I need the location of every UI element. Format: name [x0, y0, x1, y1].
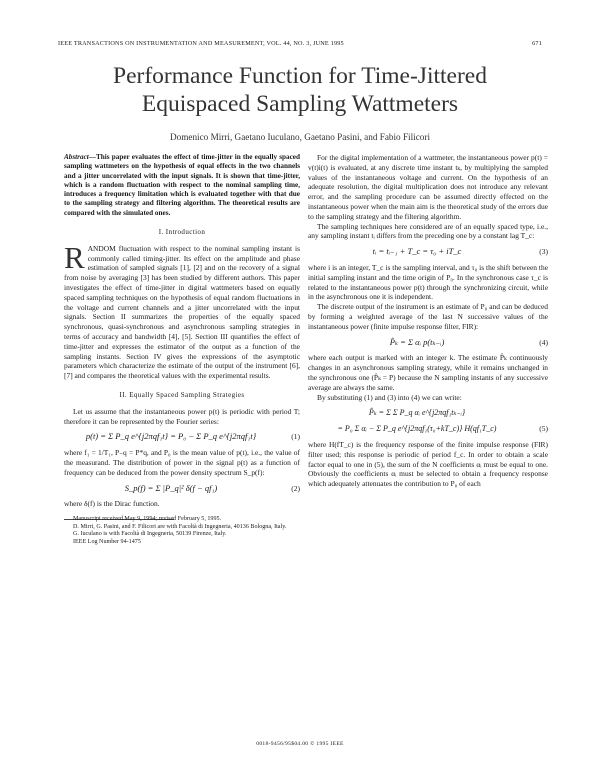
right-paragraph-7: where H(fT_c) is the frequency response of the finite impulse response (FIR) filter used; this response is periodic of period f_c. In order to obtain a scale factor equal to one in (5), the sum of the N coefficients αᵢ must be equal to one. Obviously the coefficients αᵢ must be selected to obtain a frequency response which adequately attenuates the contribution to P₀ of each	[308, 439, 548, 489]
right-paragraph-1: For the digital implementation of a wattmeter, the instantaneous power p(t) = v(t)i(t) is evaluated, at any discrete time instant tₖ, by multiplying the sampled values of the instantaneous voltage and current. On the hypothesis of an adequate resolution, the digital multiplication does not introduce any relevant error, and the sampling procedure can be assumed directly effected on the instantaneous power when the main aim is the theoretical study of the errors due to the sampling strategy and the filtering algorithm.	[308, 153, 548, 221]
equation-5a	[308, 408, 548, 418]
paper-title-line-2: Equispaced Sampling Wattmeters	[141, 91, 459, 117]
right-paragraph-3: where i is an integer, T_c is the sampling interval, and τ₀ is the shift between the initial sampling instant and the time origin of P₀. In the synchronous case τ_c is related to the instantaneous power p(t) through the synchronizing circuit, while in the asynchronous one it is independent.	[308, 262, 548, 302]
section-1-heading: I. Introduction	[158, 228, 206, 237]
equation-2-expr: S_p(f) = Σ |P_q|² δ(f − qf₁)	[124, 482, 218, 493]
authors: Domenico Mirri, Gaetano Iuculano, Gaetano Pasini, and Fabio Filicori	[170, 132, 430, 142]
abstract-text: This paper evaluates the effect of time-jitter in the equally spaced sampling wattmeters on the hypothesis of equal effects in the two channels and a jitter uncorrelated with the input signals. It is shown that time-jitter, which is a random fluctuation with respect to the nominal sampling time, introduces a frequency limitation which is evaluated together with that due to the sampling strategy and filtering algorithm. The theoretical results are compared with the simulated ones.	[64, 153, 300, 217]
drop-cap: R	[64, 239, 85, 275]
equation-5a-expr: P̂ₖ = Σ Σ P_q αᵢ e^{j2πqf₁tₖ₋ᵢ}	[368, 408, 466, 418]
equation-2-number: (2)	[291, 483, 300, 493]
equation-1-expr: p(t) = Σ P_q e^{j2πqf₁t} = P₀ − Σ P_q e^{j2πqf₁t}	[85, 431, 257, 442]
equation-1-number: (1)	[291, 432, 300, 442]
section-2-paragraph-2: where f₁ = 1/T₁, P₋q = P*q, and P₀ is the mean value of p(t), i.e., the value of the measurand. The distribution of power in the signal p(t) as a function of frequency can be deduced from the power density spectrum S_p(f):	[64, 448, 300, 477]
equation-5-number: (5)	[539, 424, 548, 434]
title-block	[58, 62, 542, 142]
equation-4-expr: P̂ₖ = Σ αᵢ p(tₖ₋ᵢ)	[389, 336, 445, 347]
equation-4	[308, 338, 548, 348]
footnote-line-1: Manuscript received May 9, 1994; revised February 5, 1995.	[73, 516, 222, 523]
intro-text: ANDOM fluctuation with respect to the nominal sampling instant is commonly called timing-jitter. Its effect on the amplitude and phase estimation of sampled signals [1], [2] and on the recovery of a signal from noise by averaging [3] has been studied by different authors. This paper investigates the effect of time-jitter in digital wattmeters based on equally spaced sampling techniques on the hypothesis of equal random fluctuations in the voltage and current channels and a jitter uncorrelated with the input signals. Section II summarizes the properties of the equally spaced synchronous, quasi-synchronous and asynchronous sampling strategies in terms of accuracy and bandwidth [4], [5]. Section III quantifies the effect of time-jitter and expresses the estimator of the output as a function of the sampling instants. Section IV gives the expressions of the asymptotic parameters which characterize the estimate of the output of the instrument [6], [7] and compares the theoretical values with the experimental results.	[64, 243, 300, 381]
section-2-paragraph-1: Let us assume that the instantaneous power p(t) is periodic with period T; therefore it can be represented by the Fourier series:	[64, 406, 300, 426]
copyright-footer: 0018-9456/95$04.00 © 1995 IEEE	[256, 741, 344, 747]
footnote-line-4: IEEE Log Number 94-1475	[73, 538, 141, 545]
footnote-line-3: G. Iuculano is with Facoltà di Ingegneria, 50139 Firenze, Italy.	[73, 531, 227, 538]
paper-title-line-1: Performance Function for Time-Jittered	[113, 63, 487, 89]
journal-header: IEEE TRANSACTIONS ON INSTRUMENTATION AND MEASUREMENT, VOL. 44, NO. 3, JUNE 1995	[58, 40, 344, 47]
abstract	[64, 153, 300, 218]
equation-5b	[308, 424, 548, 434]
equation-1	[64, 432, 300, 442]
equation-5b-expr: = P₀ Σ αᵢ − Σ P_q e^{j2πqf₁(τ₀+kT_c)} H(qf₁T_c)	[337, 424, 497, 434]
right-paragraph-6: By substituting (1) and (3) into (4) we can write:	[317, 392, 462, 402]
running-header	[58, 40, 542, 52]
equation-3-number: (3)	[539, 247, 548, 257]
equation-3	[308, 247, 548, 257]
abstract-label: Abstract—	[64, 153, 96, 161]
left-column	[64, 153, 300, 547]
right-column	[308, 153, 548, 489]
equation-4-number: (4)	[539, 337, 548, 347]
page-number: 671	[532, 40, 542, 47]
right-paragraph-4: The discrete output of the instrument is an estimate of P₀ and can be deduced by forming a weighted average of the last N successive values of the instantaneous power (finite impulse response filter, FIR):	[308, 302, 548, 331]
section-2-paragraph-3: where δ(f) is the Dirac function.	[64, 499, 160, 509]
equation-2	[64, 484, 300, 494]
right-paragraph-5: where each output is marked with an integer k. The estimate P̂ₖ continuously changes in an asynchronous sampling strategy, while it remains unchanged in the synchronous one (P̂ₖ = P) because the N sampling instants of any successive average are always the same.	[308, 353, 548, 392]
equation-3-expr: tᵢ = tᵢ₋₁ + T_c = τ₀ + iT_c	[372, 246, 462, 257]
footnote-line-2: D. Mirri, G. Pasini, and F. Filicori are with Facoltà di Ingegneria, 40136 Bologna, Italy.	[73, 523, 287, 530]
section-2-heading: II. Equally Spaced Sampling Strategies	[119, 391, 245, 400]
right-paragraph-2: The sampling techniques here considered are of an equally spaced type, i.e., any sampling instant tᵢ differs from the preceding one by a constant lag T_c:	[308, 221, 548, 241]
footnote	[64, 516, 300, 546]
intro-paragraph	[64, 239, 300, 381]
